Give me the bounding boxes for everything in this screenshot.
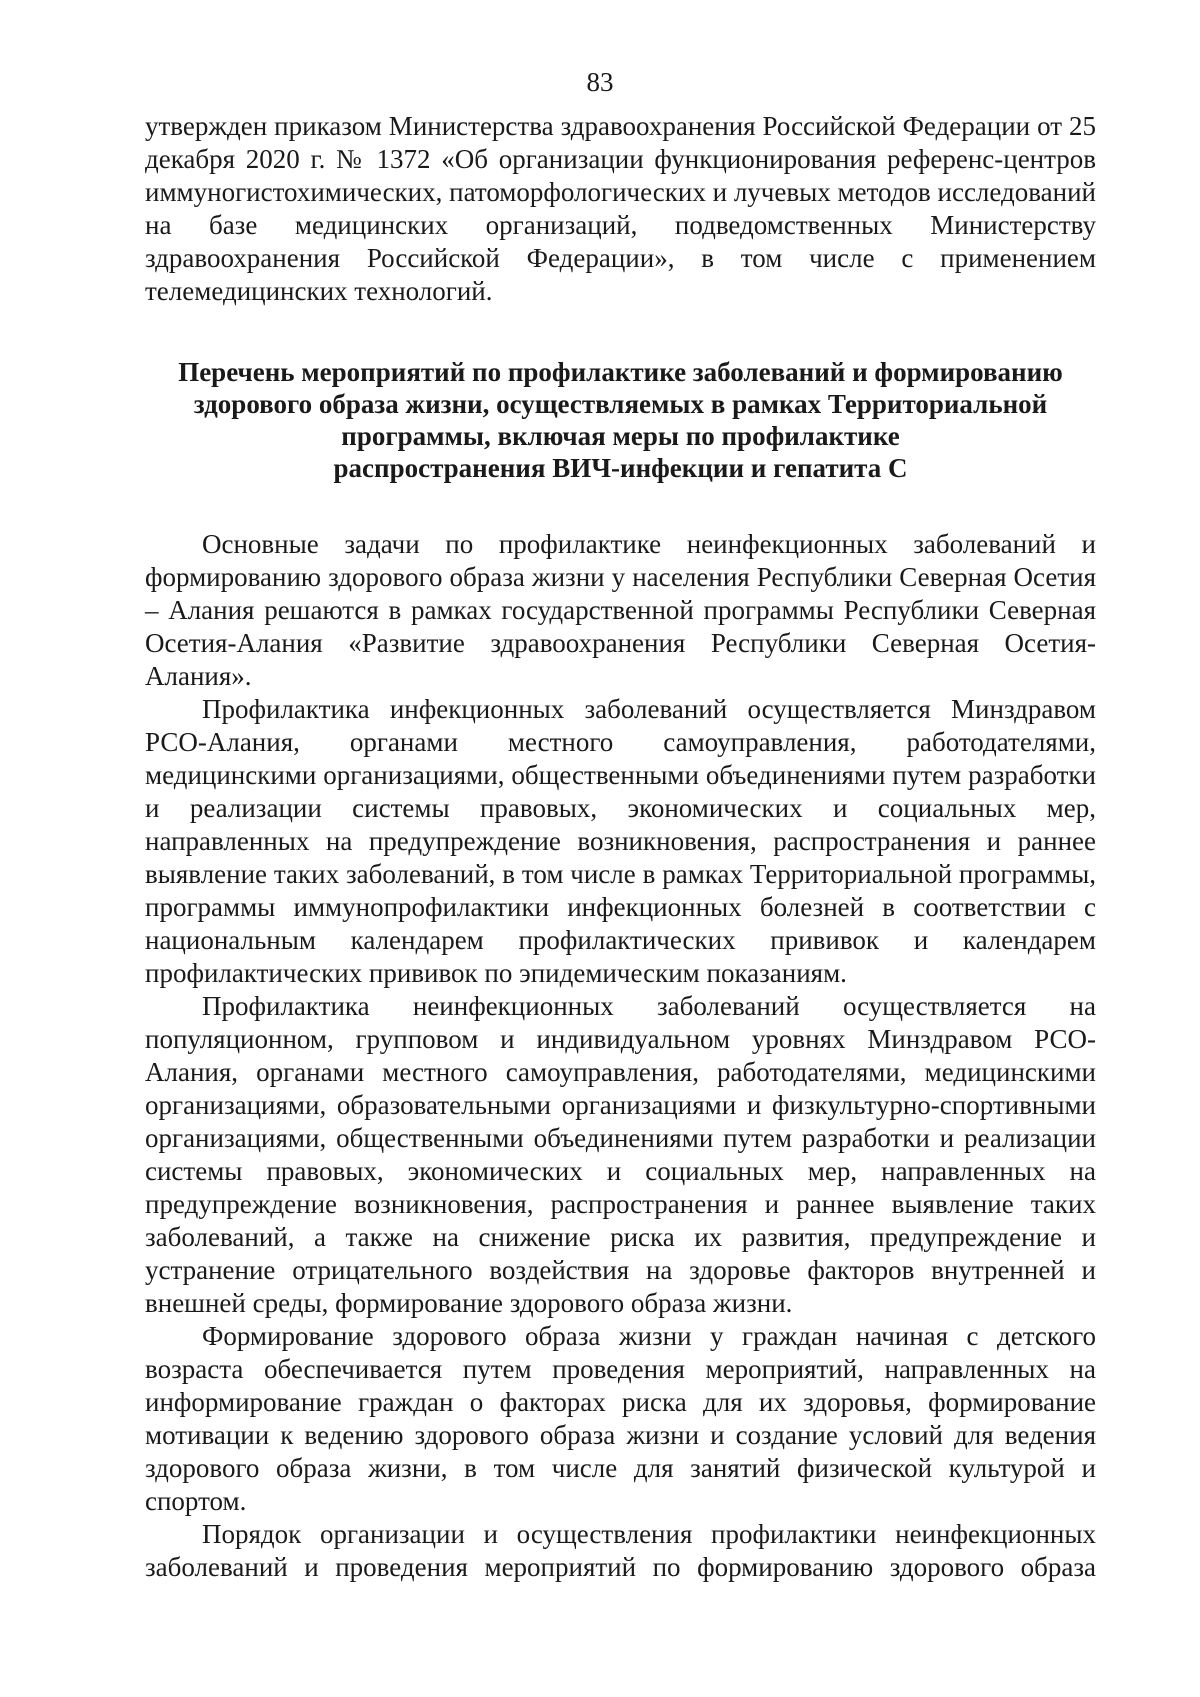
heading-line: здорового образа жизни, осуществляемых в рамках Территориальной xyxy=(193,389,1048,419)
heading-line: Перечень мероприятий по профилактике заболеваний и формированию xyxy=(178,357,1063,387)
heading-line: распространения ВИЧ-инфекции и гепатита С xyxy=(333,453,908,483)
heading-line: программы, включая меры по профилактике xyxy=(341,421,900,451)
intro-paragraph: утвержден приказом Министерства здравоохранения Российской Федерации от 25 декабря 2020 г. № 1372 «Об организации функционирования референс-центров иммуногистохимических, патоморфологических и лучевых методов исследований на базе медицинских организаций, подведомственных Министерству здравоохранения Российской Федерации», в том числе с применением телемедицинских технологий. xyxy=(145,111,1096,306)
body-paragraph: Профилактика неинфекционных заболеваний осуществляется на популяционном, групповом и индивидуальном уровнях Минздравом РСО-Алания, органами местного самоуправления, работодателями, медицинскими организациями, образовательными организациями и физкультурно-спортивными организациями, общественными объединениями путем разработки и реализации системы правовых, экономических и социальных мер, направленных на предупреждение возникновения, распространения и раннее выявление таких заболеваний, а также на снижение риска их развития, предупреждение и устранение отрицательного воздействия на здоровье факторов внутренней и внешней среды, формирование здорового образа жизни. xyxy=(145,991,1096,1318)
body-paragraph: Профилактика инфекционных заболеваний осуществляется Минздравом РСО-Алания, органами местного самоуправления, работодателями, медицинскими организациями, общественными объединениями путем разработки и реализации системы правовых, экономических и социальных мер, направленных на предупреждение возникновения, распространения и раннее выявление таких заболеваний, в том числе в рамках Территориальной программы, программы иммунопрофилактики инфекционных болезней в соответствии с национальным календарем профилактических прививок и календарем профилактических прививок по эпидемическим показаниям. xyxy=(145,694,1096,988)
page-content xyxy=(145,110,1096,1584)
page-number: 83 xyxy=(586,67,614,97)
section-heading xyxy=(145,356,1096,484)
body-paragraph: Основные задачи по профилактике неинфекционных заболеваний и формированию здорового образа жизни у населения Республики Северная Осетия – Алания решаются в рамках государственной программы Республики Северная Осетия-Алания «Развитие здравоохранения Республики Северная Осетия-Алания». xyxy=(145,529,1096,691)
body-paragraph: Порядок организации и осуществления профилактики неинфекционных заболеваний и проведения мероприятий по формированию здорового образа xyxy=(145,1519,1096,1582)
body-paragraph: Формирование здорового образа жизни у граждан начиная с детского возраста обеспечивается путем проведения мероприятий, направленных на информирование граждан о факторах риска для их здоровья, формирование мотивации к ведению здорового образа жизни и создание условий для ведения здорового образа жизни, в том числе для занятий физической культурой и спортом. xyxy=(145,1321,1096,1516)
